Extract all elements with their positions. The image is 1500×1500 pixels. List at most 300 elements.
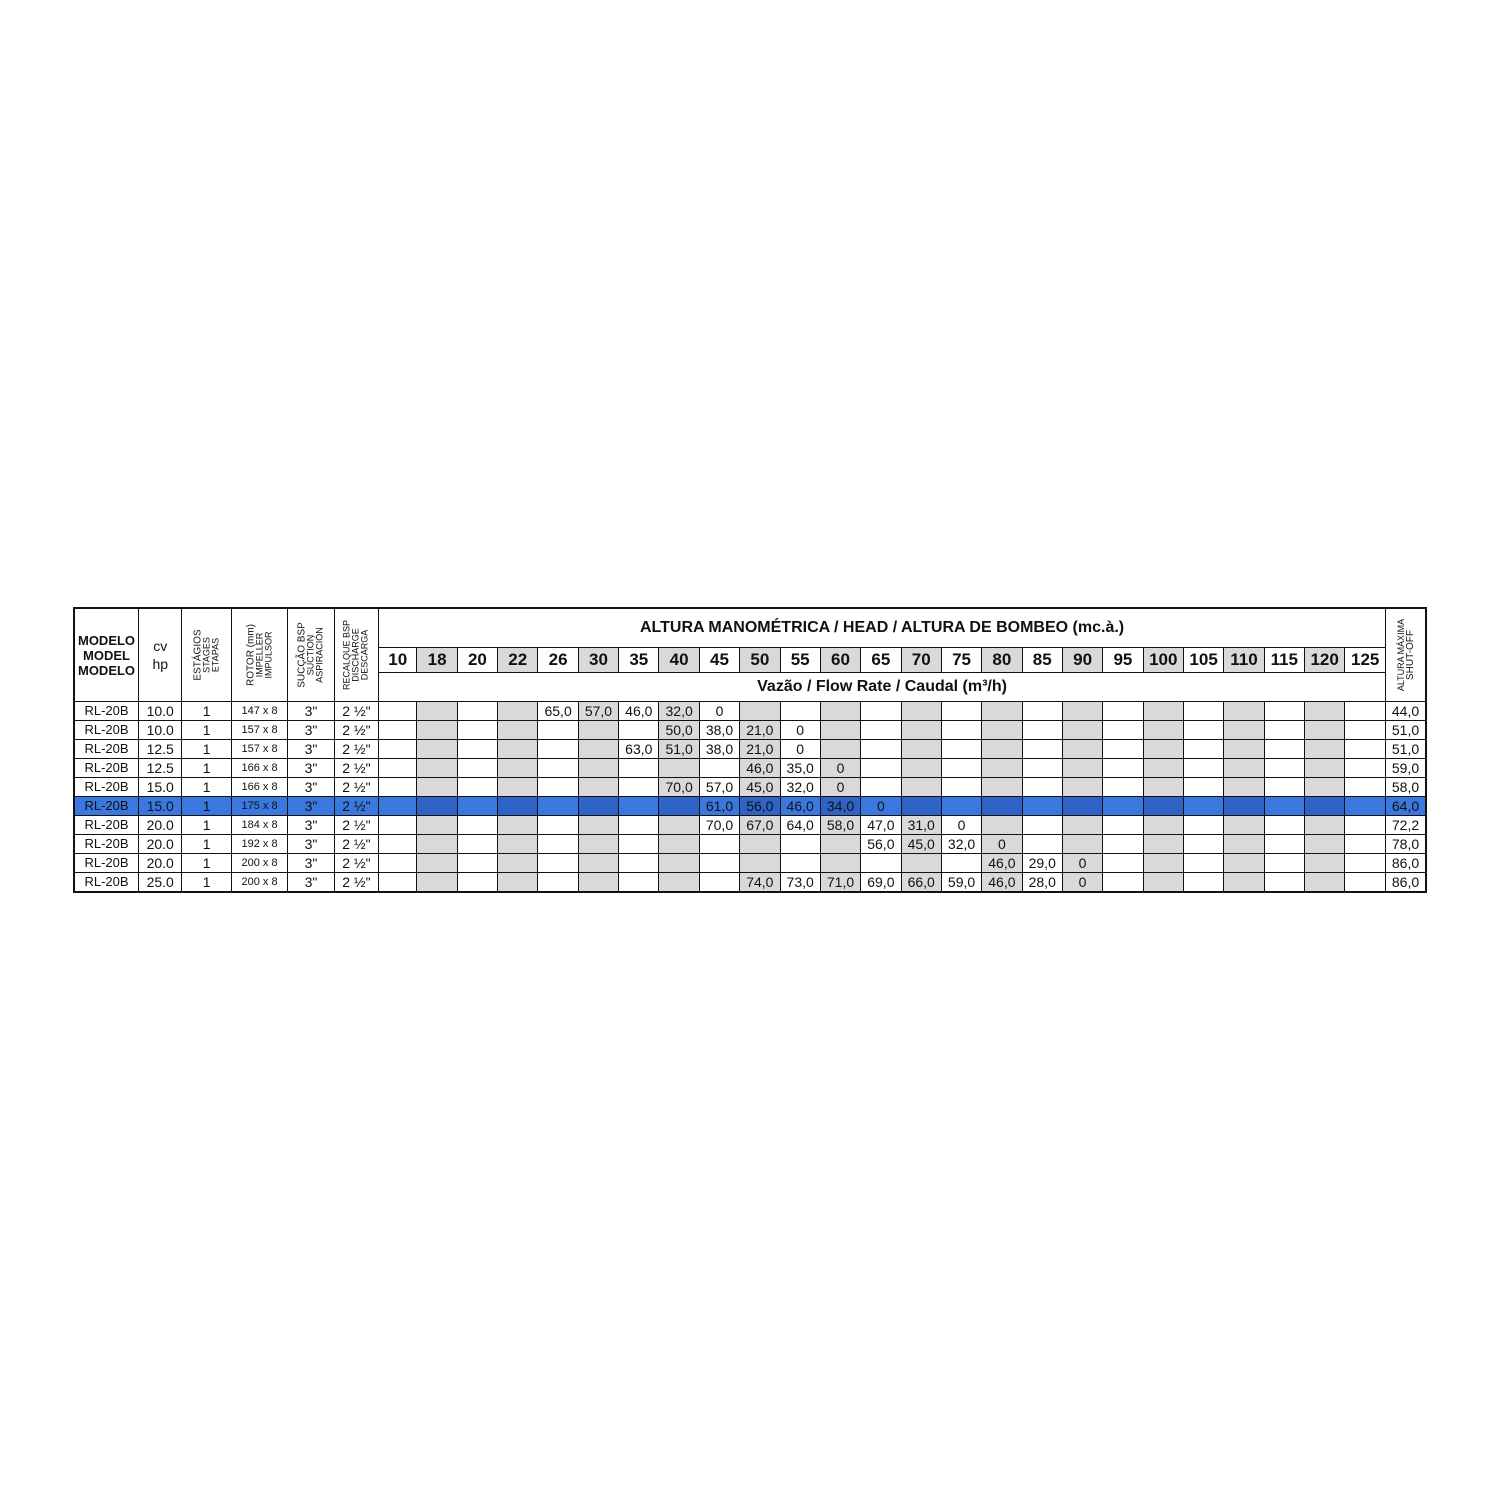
head-value-cell: [1264, 759, 1304, 778]
head-value-cell: 21,0: [740, 740, 780, 759]
power-cell: 20.0: [139, 835, 182, 854]
head-value-cell: [1345, 873, 1386, 893]
head-value-cell: [538, 873, 578, 893]
head-value-cell: [1103, 740, 1143, 759]
head-value-cell: [982, 721, 1022, 740]
head-value-cell: [1143, 740, 1183, 759]
head-value-cell: [1143, 873, 1183, 893]
head-value-cell: [578, 721, 618, 740]
suction-cell: 3": [288, 873, 334, 893]
model-header-es: MODELO: [77, 662, 136, 678]
head-value-cell: [538, 835, 578, 854]
head-value-cell: [740, 702, 780, 721]
impeller-cell: 184 x 8: [231, 816, 287, 835]
head-value-cell: [820, 854, 860, 873]
head-value-cell: [1183, 854, 1223, 873]
impeller-cell: 166 x 8: [231, 778, 287, 797]
head-value-cell: [1264, 816, 1304, 835]
table-row: [74, 778, 1426, 797]
head-value-cell: [1103, 702, 1143, 721]
shutoff-cell: 86,0: [1386, 854, 1426, 873]
head-value-cell: [457, 759, 497, 778]
head-value-cell: 64,0: [780, 816, 820, 835]
head-value-cell: [379, 778, 417, 797]
head-value-cell: [1103, 797, 1143, 816]
stages-cell: 1: [182, 816, 231, 835]
impeller-header-es: IMPULSOR: [263, 631, 274, 679]
flow-rate-header: 40: [659, 648, 699, 673]
head-value-cell: [379, 702, 417, 721]
table-row: [74, 702, 1426, 721]
discharge-cell: 2 ½": [334, 740, 378, 759]
head-value-cell: [982, 797, 1022, 816]
flow-rate-header: 105: [1183, 648, 1223, 673]
discharge-header: [334, 608, 378, 702]
head-value-cell: [1022, 816, 1062, 835]
head-value-cell: [1103, 854, 1143, 873]
head-value-cell: [417, 759, 457, 778]
head-value-cell: [1183, 797, 1223, 816]
head-value-cell: [1304, 778, 1344, 797]
discharge-cell: 2 ½": [334, 759, 378, 778]
head-value-cell: [1103, 835, 1143, 854]
head-value-cell: 70,0: [699, 816, 739, 835]
head-value-cell: [820, 740, 860, 759]
head-value-cell: [417, 740, 457, 759]
head-value-cell: 46,0: [740, 759, 780, 778]
head-value-cell: 0: [820, 778, 860, 797]
suction-cell: 3": [288, 854, 334, 873]
model-cell: RL-20B: [74, 778, 139, 797]
head-value-cell: 0: [1062, 854, 1102, 873]
head-value-cell: [659, 873, 699, 893]
impeller-cell: 175 x 8: [231, 797, 287, 816]
stages-cell: 1: [182, 873, 231, 893]
head-value-cell: [457, 721, 497, 740]
head-value-cell: [1224, 759, 1264, 778]
head-value-cell: 45,0: [901, 835, 941, 854]
head-value-cell: [1103, 778, 1143, 797]
pump-performance-table: [73, 607, 1427, 893]
flow-rate-header: 100: [1143, 648, 1183, 673]
head-value-cell: [901, 702, 941, 721]
head-value-cell: 32,0: [659, 702, 699, 721]
head-value-cell: [379, 740, 417, 759]
head-value-cell: [1264, 778, 1304, 797]
head-value-cell: [417, 835, 457, 854]
head-value-cell: [1345, 854, 1386, 873]
power-cell: 10.0: [139, 721, 182, 740]
head-value-cell: [1264, 702, 1304, 721]
model-cell: RL-20B: [74, 873, 139, 893]
head-value-cell: [457, 778, 497, 797]
table-body: [74, 702, 1426, 893]
head-value-cell: [1143, 835, 1183, 854]
model-header-pt: MODELO: [77, 632, 136, 648]
head-value-cell: [1183, 873, 1223, 893]
head-value-cell: [941, 721, 981, 740]
shutoff-header: [1386, 608, 1426, 702]
head-value-cell: [1304, 740, 1344, 759]
head-value-cell: [659, 759, 699, 778]
flow-rate-header: 95: [1103, 648, 1143, 673]
impeller-cell: 157 x 8: [231, 721, 287, 740]
head-value-cell: [538, 759, 578, 778]
head-value-cell: [578, 816, 618, 835]
head-value-cell: [1224, 778, 1264, 797]
head-value-cell: [982, 816, 1022, 835]
power-cell: 15.0: [139, 778, 182, 797]
stages-cell: 1: [182, 702, 231, 721]
head-value-cell: 21,0: [740, 721, 780, 740]
head-value-cell: [1264, 854, 1304, 873]
head-value-cell: [619, 835, 659, 854]
model-cell: RL-20B: [74, 854, 139, 873]
head-value-cell: [780, 854, 820, 873]
head-value-cell: [1345, 835, 1386, 854]
head-value-cell: [538, 721, 578, 740]
model-cell: RL-20B: [74, 740, 139, 759]
impeller-header-pt: ROTOR (mm): [245, 623, 257, 687]
head-value-cell: [1062, 778, 1102, 797]
head-value-cell: 50,0: [659, 721, 699, 740]
head-value-cell: [861, 759, 901, 778]
head-value-cell: [1062, 816, 1102, 835]
stages-header-pt: ESTÁGIOS: [192, 629, 204, 681]
impeller-cell: 166 x 8: [231, 759, 287, 778]
head-value-cell: [538, 854, 578, 873]
head-value-cell: 56,0: [740, 797, 780, 816]
head-value-cell: [457, 797, 497, 816]
head-value-cell: [982, 740, 1022, 759]
head-value-cell: [1345, 816, 1386, 835]
suction-header-en: SUCTION: [305, 634, 316, 676]
header-row-title: [74, 608, 1426, 648]
head-value-cell: [901, 759, 941, 778]
head-value-cell: [457, 816, 497, 835]
head-value-cell: [619, 759, 659, 778]
head-value-cell: [498, 797, 538, 816]
head-value-cell: [941, 854, 981, 873]
flow-rate-header: 85: [1022, 648, 1062, 673]
stages-cell: 1: [182, 759, 231, 778]
suction-cell: 3": [288, 759, 334, 778]
head-value-cell: [1022, 740, 1062, 759]
stages-cell: 1: [182, 854, 231, 873]
model-cell: RL-20B: [74, 721, 139, 740]
head-value-cell: [498, 873, 538, 893]
head-value-cell: [379, 759, 417, 778]
impeller-cell: 157 x 8: [231, 740, 287, 759]
suction-header-pt: SUCÇÃO BSP: [296, 622, 308, 688]
head-value-cell: [498, 759, 538, 778]
head-value-cell: [417, 721, 457, 740]
flow-rate-header: 35: [619, 648, 659, 673]
head-value-cell: [1022, 835, 1062, 854]
head-value-cell: [1143, 702, 1183, 721]
model-cell: RL-20B: [74, 835, 139, 854]
head-value-cell: [1224, 740, 1264, 759]
head-value-cell: 46,0: [619, 702, 659, 721]
head-value-cell: 32,0: [780, 778, 820, 797]
head-value-cell: [699, 854, 739, 873]
head-value-cell: [619, 854, 659, 873]
power-cell: 15.0: [139, 797, 182, 816]
table-row: [74, 835, 1426, 854]
model-cell: RL-20B: [74, 797, 139, 816]
head-value-cell: [417, 854, 457, 873]
head-value-cell: [1183, 778, 1223, 797]
head-value-cell: 69,0: [861, 873, 901, 893]
head-value-cell: 47,0: [861, 816, 901, 835]
head-value-cell: [820, 721, 860, 740]
stages-cell: 1: [182, 740, 231, 759]
stages-cell: 1: [182, 835, 231, 854]
discharge-cell: 2 ½": [334, 873, 378, 893]
head-value-cell: [578, 778, 618, 797]
head-value-cell: 74,0: [740, 873, 780, 893]
head-value-cell: [1345, 778, 1386, 797]
head-value-cell: [379, 835, 417, 854]
model-header-en: MODEL: [83, 647, 130, 663]
head-value-cell: [578, 759, 618, 778]
head-value-cell: [619, 873, 659, 893]
head-value-cell: [1224, 702, 1264, 721]
suction-cell: 3": [288, 702, 334, 721]
stages-cell: 1: [182, 721, 231, 740]
head-value-cell: 56,0: [861, 835, 901, 854]
head-value-cell: [379, 721, 417, 740]
head-value-cell: 57,0: [699, 778, 739, 797]
head-value-cell: [1143, 721, 1183, 740]
suction-cell: 3": [288, 797, 334, 816]
impeller-cell: 200 x 8: [231, 873, 287, 893]
head-value-cell: [1183, 702, 1223, 721]
head-value-cell: [1264, 835, 1304, 854]
flow-rate-header: 80: [982, 648, 1022, 673]
head-value-cell: [941, 702, 981, 721]
power-cell: 20.0: [139, 816, 182, 835]
shutoff-cell: 72,2: [1386, 816, 1426, 835]
flow-rate-header: 65: [861, 648, 901, 673]
head-value-cell: [1062, 797, 1102, 816]
head-value-cell: [498, 702, 538, 721]
head-value-cell: [861, 740, 901, 759]
head-value-cell: [498, 778, 538, 797]
stages-header-es: ETAPAS: [210, 637, 221, 673]
head-value-cell: 71,0: [820, 873, 860, 893]
head-value-cell: 57,0: [578, 702, 618, 721]
table-row: [74, 873, 1426, 893]
head-value-cell: [982, 702, 1022, 721]
head-value-cell: [1103, 816, 1143, 835]
shutoff-cell: 44,0: [1386, 702, 1426, 721]
head-value-cell: [498, 816, 538, 835]
head-value-cell: [1345, 797, 1386, 816]
head-value-cell: [498, 740, 538, 759]
head-value-cell: [1345, 721, 1386, 740]
head-value-cell: [578, 797, 618, 816]
head-value-cell: [901, 740, 941, 759]
head-value-cell: [417, 778, 457, 797]
head-value-cell: [619, 778, 659, 797]
head-value-cell: [1062, 740, 1102, 759]
head-value-cell: [1224, 721, 1264, 740]
head-value-cell: [699, 873, 739, 893]
power-cell: 12.5: [139, 740, 182, 759]
stages-cell: 1: [182, 778, 231, 797]
discharge-cell: 2 ½": [334, 702, 378, 721]
head-value-cell: [1304, 816, 1344, 835]
shutoff-cell: 58,0: [1386, 778, 1426, 797]
head-value-cell: [457, 740, 497, 759]
suction-cell: 3": [288, 835, 334, 854]
head-value-cell: 34,0: [820, 797, 860, 816]
suction-cell: 3": [288, 721, 334, 740]
model-header: [74, 608, 139, 702]
head-value-cell: [982, 759, 1022, 778]
head-value-cell: [619, 797, 659, 816]
head-value-cell: 46,0: [982, 873, 1022, 893]
shutoff-cell: 86,0: [1386, 873, 1426, 893]
discharge-cell: 2 ½": [334, 835, 378, 854]
flow-rate-header: 22: [498, 648, 538, 673]
head-value-cell: 45,0: [740, 778, 780, 797]
pump-performance-table-container: [73, 607, 1427, 893]
head-value-cell: [1143, 778, 1183, 797]
flow-rate-header: 26: [538, 648, 578, 673]
flow-title: Vazão / Flow Rate / Caudal (m³/h): [379, 673, 1386, 702]
head-value-cell: [457, 702, 497, 721]
head-value-cell: [861, 778, 901, 797]
head-value-cell: [1264, 797, 1304, 816]
head-value-cell: [901, 721, 941, 740]
impeller-header-en: IMPELLER: [254, 632, 265, 678]
table-row-highlighted: [74, 797, 1426, 816]
flow-rate-header: 18: [417, 648, 457, 673]
head-value-cell: [740, 854, 780, 873]
head-value-cell: [1183, 721, 1223, 740]
head-value-cell: 28,0: [1022, 873, 1062, 893]
discharge-cell: 2 ½": [334, 797, 378, 816]
head-value-cell: 0: [780, 740, 820, 759]
head-value-cell: [619, 721, 659, 740]
head-value-cell: [1062, 721, 1102, 740]
model-cell: RL-20B: [74, 759, 139, 778]
head-value-cell: [780, 835, 820, 854]
suction-cell: 3": [288, 778, 334, 797]
head-value-cell: [417, 816, 457, 835]
head-value-cell: 31,0: [901, 816, 941, 835]
shutoff-cell: 78,0: [1386, 835, 1426, 854]
flow-rate-header: 90: [1062, 648, 1102, 673]
discharge-cell: 2 ½": [334, 778, 378, 797]
power-header: [139, 608, 182, 702]
shutoff-cell: 51,0: [1386, 721, 1426, 740]
flow-rate-header: 20: [457, 648, 497, 673]
head-value-cell: 0: [941, 816, 981, 835]
head-value-cell: 38,0: [699, 721, 739, 740]
head-value-cell: [538, 816, 578, 835]
shutoff-header-en: SHUT-OFF: [1404, 630, 1416, 681]
head-value-cell: [1345, 702, 1386, 721]
impeller-header: [231, 608, 287, 702]
shutoff-cell: 51,0: [1386, 740, 1426, 759]
head-value-cell: [1103, 873, 1143, 893]
suction-header-es: ASPIRACIÓN: [314, 627, 325, 683]
discharge-cell: 2 ½": [334, 721, 378, 740]
head-value-cell: [498, 854, 538, 873]
flow-rate-header: 115: [1264, 648, 1304, 673]
impeller-cell: 200 x 8: [231, 854, 287, 873]
head-value-cell: 59,0: [941, 873, 981, 893]
flow-rate-header: 125: [1345, 648, 1386, 673]
head-value-cell: [457, 873, 497, 893]
head-value-cell: [1022, 702, 1062, 721]
head-value-cell: 51,0: [659, 740, 699, 759]
head-value-cell: 46,0: [982, 854, 1022, 873]
flow-rate-header: 110: [1224, 648, 1264, 673]
suction-header: [288, 608, 334, 702]
head-value-cell: [941, 740, 981, 759]
head-value-cell: 35,0: [780, 759, 820, 778]
discharge-cell: 2 ½": [334, 854, 378, 873]
head-value-cell: 66,0: [901, 873, 941, 893]
head-value-cell: [417, 702, 457, 721]
head-value-cell: [982, 778, 1022, 797]
head-value-cell: [901, 854, 941, 873]
head-value-cell: 0: [820, 759, 860, 778]
flow-rate-header: 70: [901, 648, 941, 673]
power-header-cv: cv: [153, 638, 168, 654]
head-value-cell: 32,0: [941, 835, 981, 854]
head-value-cell: [578, 873, 618, 893]
head-value-cell: [941, 797, 981, 816]
flow-rate-header: 75: [941, 648, 981, 673]
head-value-cell: [1143, 854, 1183, 873]
head-value-cell: [379, 816, 417, 835]
head-value-cell: 65,0: [538, 702, 578, 721]
head-value-cell: 73,0: [780, 873, 820, 893]
head-value-cell: 0: [982, 835, 1022, 854]
head-value-cell: [1264, 740, 1304, 759]
discharge-header-pt: RECALQUE BSP: [341, 619, 352, 691]
shutoff-cell: 59,0: [1386, 759, 1426, 778]
head-value-cell: [578, 740, 618, 759]
table-row: [74, 721, 1426, 740]
head-value-cell: 38,0: [699, 740, 739, 759]
impeller-cell: 147 x 8: [231, 702, 287, 721]
head-value-cell: [1143, 816, 1183, 835]
head-value-cell: [861, 702, 901, 721]
head-value-cell: [1304, 721, 1344, 740]
head-value-cell: [1062, 835, 1102, 854]
head-value-cell: [538, 797, 578, 816]
head-value-cell: [578, 835, 618, 854]
head-value-cell: [941, 759, 981, 778]
head-value-cell: [1103, 759, 1143, 778]
head-value-cell: [417, 797, 457, 816]
power-cell: 10.0: [139, 702, 182, 721]
table-row: [74, 740, 1426, 759]
head-value-cell: [538, 778, 578, 797]
head-value-cell: 0: [1062, 873, 1102, 893]
suction-cell: 3": [288, 816, 334, 835]
flow-rate-header: 120: [1304, 648, 1344, 673]
flow-rate-header: 30: [578, 648, 618, 673]
table-row: [74, 759, 1426, 778]
head-value-cell: [1183, 740, 1223, 759]
